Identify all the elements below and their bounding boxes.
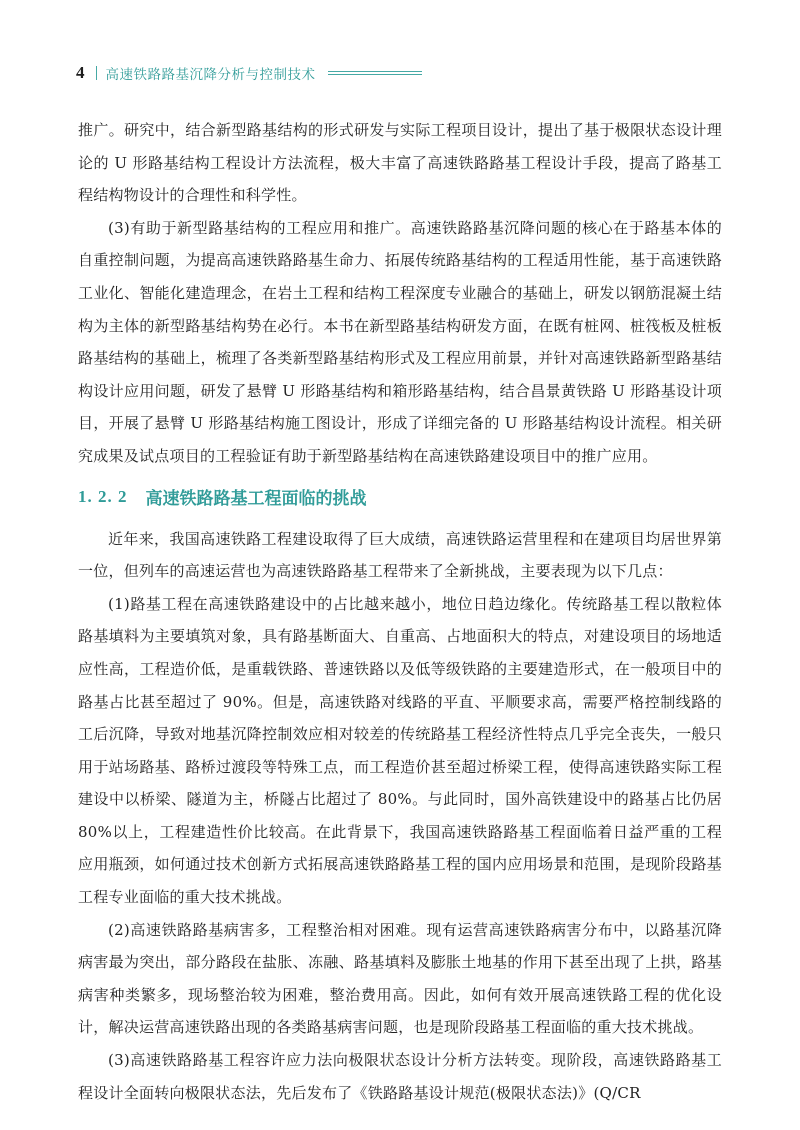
paragraph-item-3: (3)有助于新型路基结构的工程应用和推广。高速铁路路基沉降问题的核心在于路基本体的自重控制问题，为提高高速铁路路基生命力、拓展传统路基结构的工程适用性能，基于高速铁路工业化、智能化建造理念，在岩土工程和结构工程深度专业融合的基础上，研发以钢筋混凝土结构为主体的新型路基结构势在必行。本书在新型路基结构研发方面，在既有桩网、桩筏板及桩板路基结构的基础上，梳理了各类新型路基结构形式及工程应用前景，并针对高速铁路新型路基结构设计应用问题，研发了悬臂 U 形路基结构和箱形路基结构，结合昌景黄铁路 U 形路基设计项目，开展了悬臂 U 形路基结构施工图设计，形成了详细完备的 U 形路基结构设计流程。相关研究成果及试点项目的工程验证有助于新型路基结构在高速铁路建设项目中的推广应用。 (78, 218, 722, 465)
paragraph-challenge-1: (1)路基工程在高速铁路建设中的占比越来越小，地位日趋边缘化。传统路基工程以散粒体路基填料为主要填筑对象，具有路基断面大、自重高、占地面积大的特点，对建设项目的场地适应性高，工程造价低，是重载铁路、普速铁路以及低等级铁路的主要建造形式，在一般项目中的路基占比甚至超过了 90%。但是，高速铁路对线路的平直、平顺要求高，需要严格控制线路的工后沉降，导致对地基沉降控制效应相对较差的传统路基工程经济性特点几乎完全丧失，一般只用于站场路基、路桥过渡段等特殊工点，而工程造价甚至超过桥梁工程，使得高速铁路实际工程建设中以桥梁、隧道为主，桥隧占比超过了 80%。与此同时，国外高铁建设中的路基占比仍居 80%以上，工程建造性价比较高。在此背景下，我国高速铁路路基工程面临着日益严重的工程应用瓶颈，如何通过技术创新方式拓展高速铁路路基工程的国内应用场景和范围，是现阶段路基工程专业面临的重大技术挑战。 (78, 594, 722, 907)
paragraph-continuation: 推广。研究中，结合新型路基结构的形式研发与实际工程项目设计，提出了基于极限状态设计理论的 U 形路基结构工程设计方法流程，极大丰富了高速铁路路基工程设计手段，提高了路基工程结构物设计的合理性和科学性。 (78, 121, 722, 205)
header-rule (328, 71, 422, 76)
section-number: 1. 2. 2 (78, 486, 128, 506)
page-number: 4 (76, 63, 85, 82)
section-title: 高速铁路路基工程面临的挑战 (145, 489, 367, 510)
paragraph-challenge-2: (2)高速铁路路基病害多，工程整治相对困难。现有运营高速铁路病害分布中，以路基沉降病害最为突出，部分路段在盐胀、冻融、路基填料及膨胀土地基的作用下甚至出现了上拱，路基病害种类繁多，现场整治较为困难，整治费用高。因此，如何有效开展高速铁路工程的优化设计，解决运营高速铁路出现的各类路基病害问题，也是现阶段路基工程面临的重大技术挑战。 (78, 920, 722, 1037)
running-header (76, 62, 422, 84)
page-body (78, 114, 722, 1109)
paragraph-intro: 近年来，我国高速铁路工程建设取得了巨大成绩，高速铁路运营里程和在建项目均居世界第一位，但列车的高速运营也为高速铁路路基工程带来了全新挑战，主要表现为以下几点： (78, 529, 722, 581)
paragraph-challenge-3: (3)高速铁路路基工程容许应力法向极限状态设计分析方法转变。现阶段，高速铁路路基工程设计全面转向极限状态法，先后发布了《铁路路基设计规范(极限状态法)》(Q/CR (78, 1051, 722, 1102)
section-heading (78, 479, 722, 515)
header-divider (96, 66, 97, 80)
running-title: 高速铁路路基沉降分析与控制技术 (105, 67, 316, 83)
